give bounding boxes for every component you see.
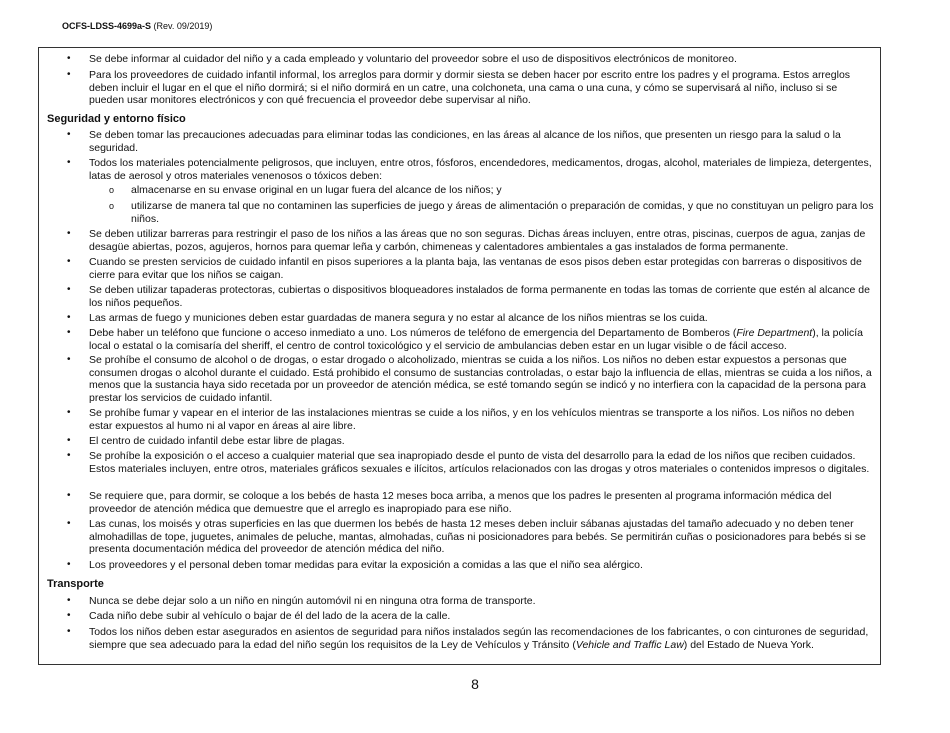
page-number: 8: [471, 676, 479, 692]
form-header: [62, 21, 212, 31]
bullet: •: [67, 595, 71, 606]
bullet: •: [67, 256, 71, 267]
bullet: •: [67, 327, 71, 338]
item-text: Se prohíbe la exposición o el acceso a cualquier material que sea inapropiado desde el punto de vista del desarrollo para la edad de los niños que reciben cuidados. Estos materiales incluyen, entre otros, materiales gráficos sexuales e ilícitos, artículos relacionados con las drogas y otros materiales o contenidos impresos o digitales.: [89, 450, 870, 475]
form-code: OCFS-LDSS-4699a-S: [62, 21, 152, 31]
item-text: Cada niño debe subir al vehículo o bajar de él del lado de la acera de la calle.: [89, 610, 451, 622]
item-text: Se deben utilizar barreras para restringir el paso de los niños a las áreas que no son seguras. Dichas áreas incluyen, entre otras, piscinas, cuerpos de agua, zanjas de desagüe abiertas, pozos, agujeros, hornos para quemar leña y carbón, chimeneas y calentadores ambientales a gas instalados de forma permanente.: [89, 228, 866, 253]
item-text: [89, 327, 874, 352]
form-revision: (Rev. 09/2019): [153, 21, 213, 31]
item-text: El centro de cuidado infantil debe estar libre de plagas.: [89, 435, 345, 447]
item-text: Se prohíbe fumar y vapear en el interior de las instalaciones mientras se cuide a los niños, y en los vehículos mientras se transporte a los niños. Los niños no deben estar expuestos al humo ni al vapor en áreas al aire libre.: [89, 407, 855, 432]
bullet: •: [67, 407, 71, 418]
section-title-transporte: Transporte: [47, 578, 104, 590]
sub-bullet: o: [109, 185, 115, 195]
bullet: •: [67, 228, 71, 239]
item-text: Se prohíbe el consumo de alcohol o de drogas, o estar drogado o alcoholizado, mientras se cuida a los niños. Los niños no deben estar expuestos a personas que consumen drogas o alcohol durante el cuidado. Está prohibido el consumo de sustancias controladas, o estar bajo la influencia de ellas, mientras se cuida a los niños, a menos que la sustancia haya sido recetada por un proveedor de atención médica, se esté tomando según se indicó y no interfiera con la capacidad de la persona para prestar los servicios de cuidado infantil.: [89, 354, 872, 404]
sub-bullet: o: [109, 201, 115, 211]
text-emphasis: Fire Department: [736, 327, 813, 339]
bullet: •: [67, 129, 71, 140]
text-part: ), la policía local o estatal o la comisaría del sheriff, el centro de control toxicológico y el servicio de ambulancias deben estar en un lugar visible o de fácil acceso.: [89, 327, 863, 352]
text-part: ) del Estado de Nueva York.: [683, 638, 814, 651]
text-part: Todos los niños deben estar asegurados en asientos de seguridad para niños instalados según las recomendaciones de los fabricantes, o con cinturones de seguridad, siempre que sea adecuado para la edad del niño según los requisitos de la Ley de Vehículos y Tránsito (: [89, 626, 869, 651]
bullet: •: [67, 435, 71, 446]
item-text: Se deben tomar las precauciones adecuadas para eliminar todas las condiciones, en las áreas al alcance de los niños, que presenten un riesgo para la salud o la seguridad.: [89, 129, 841, 154]
bullet: •: [67, 610, 71, 621]
item-text: Todos los materiales potencialmente peligrosos, que incluyen, entre otros, fósforos, encendedores, medicamentos, drogas, alcohol, materiales de limpieza, detergentes, latas de aerosol y otros materiales venenosos o tóxicos deben:: [89, 157, 872, 182]
item-text: almacenarse en su envase original en un lugar fuera del alcance de los niños; y: [131, 184, 502, 196]
item-text: utilizarse de manera tal que no contaminen las superficies de juego y áreas de alimentación o preparación de comidas, y que no constituyan un peligro para los niños.: [131, 200, 874, 225]
bullet: •: [67, 312, 71, 323]
item-text: Se deben utilizar tapaderas protectoras, cubiertas o dispositivos bloqueadores instalados de forma permanente en todas las tomas de corriente que estén al alcance de los niños pequeños.: [89, 284, 870, 309]
text-part: Debe haber un teléfono que funcione o acceso inmediato a uno. Los números de teléfono de emergencia del Departamento de Bomberos (: [89, 327, 737, 339]
bullet: •: [67, 518, 71, 529]
item-text: Los proveedores y el personal deben tomar medidas para evitar la exposición a comidas a las que el niño sea alérgico.: [89, 559, 643, 571]
bullet: •: [67, 450, 71, 461]
item-text: Las cunas, los moisés y otras superficies en las que duermen los bebés de hasta 12 meses deben incluir sábanas ajustadas del tamaño adecuado y no deben tener almohadillas de tope, juguetes, animales de peluche, mantas, almohadas, cuñas ni posicionadores para bebés. Se permitirán cuñas o posicionadores para bebés si se presenta documentación médica del proveedor de atención médica del niño.: [89, 518, 866, 556]
bullet: •: [67, 53, 71, 64]
item-text: Se debe informar al cuidador del niño y a cada empleado y voluntario del proveedor sobre el uso de dispositivos electrónicos de monitoreo.: [89, 53, 737, 65]
bullet: •: [67, 559, 71, 570]
bullet: •: [67, 69, 71, 80]
bullet: •: [67, 284, 71, 295]
item-text: [89, 626, 874, 651]
content-box: [38, 47, 881, 665]
bullet: •: [67, 354, 71, 365]
bullet: •: [67, 157, 71, 168]
item-text: Nunca se debe dejar solo a un niño en ningún automóvil ni en ninguna otra forma de transporte.: [89, 595, 536, 607]
item-text: Se requiere que, para dormir, se coloque a los bebés de hasta 12 meses boca arriba, a menos que los padres le presenten al programa información médica del proveedor de atención médica que demuestre que el arreglo es inapropiado para ese niño.: [89, 490, 832, 515]
bullet: •: [67, 490, 71, 501]
section-title-seguridad: Seguridad y entorno físico: [47, 113, 186, 125]
bullet: •: [67, 626, 71, 637]
text-emphasis: Vehicle and Traffic Law: [575, 638, 684, 651]
item-text: Las armas de fuego y municiones deben estar guardadas de manera segura y no estar al alcance de los niños mientras se los cuida.: [89, 312, 708, 324]
item-text: Para los proveedores de cuidado infantil informal, los arreglos para dormir y dormir siesta se deben hacer por escrito entre los padres y el programa. Estos arreglos deben incluir el lugar en el que el niño dormirá; si el niño dormirá en un catre, una colchoneta, una cama o una cuna, y cómo se supervisará al niño, incluso si se pueden usar monitores electrónicos y con qué frecuencia el proveedor debe supervisar al niño.: [89, 69, 851, 107]
item-text: Cuando se presten servicios de cuidado infantil en pisos superiores a la planta baja, las ventanas de esos pisos deben estar protegidas con barreras o dispositivos de cierre para evitar que los niños se caigan.: [89, 256, 862, 281]
